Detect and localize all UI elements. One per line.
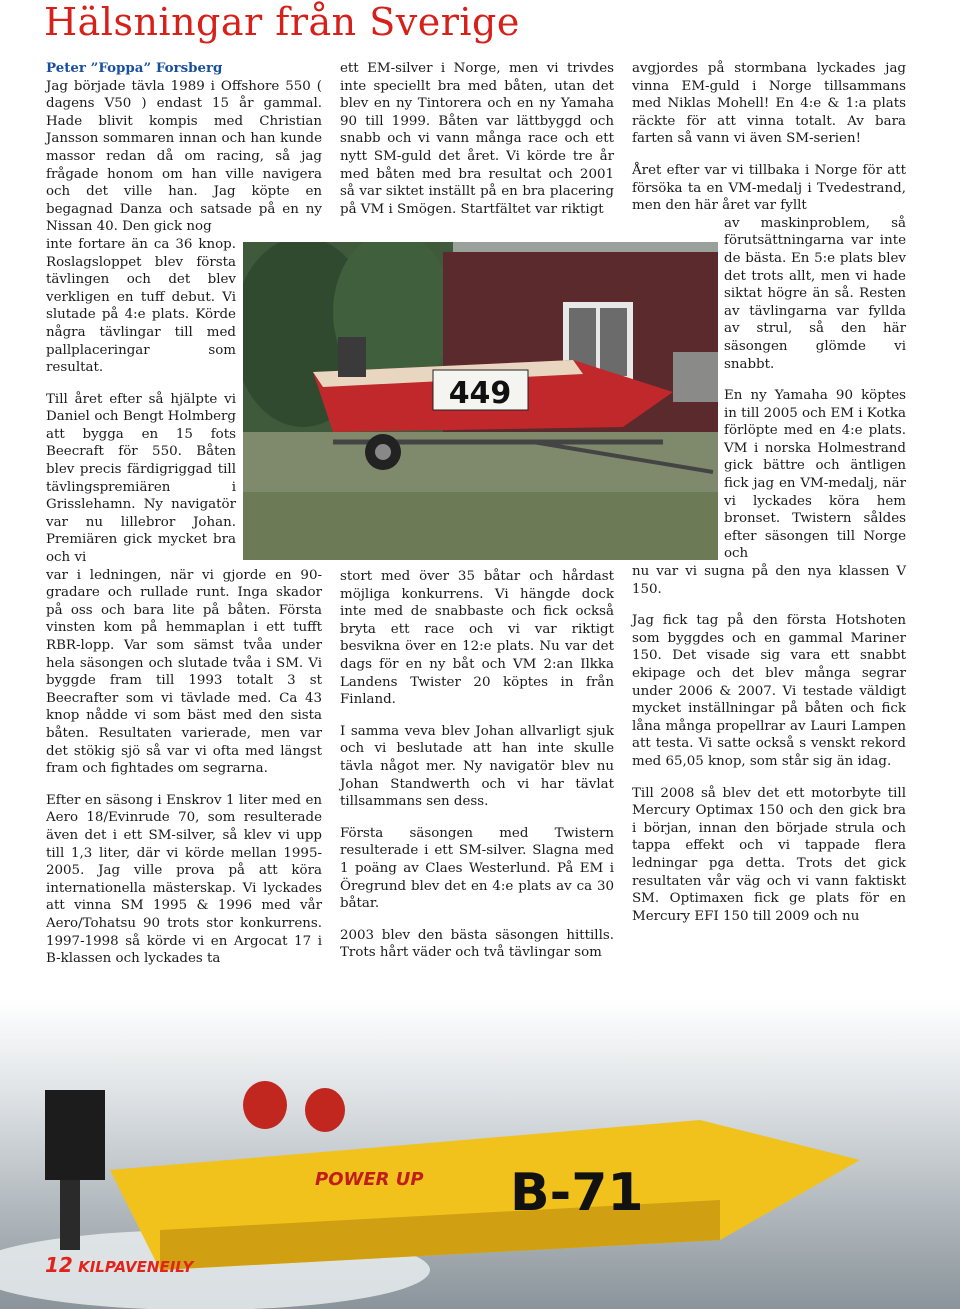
paragraph: I samma veva blev Johan allvarligt sjuk och vi beslutade att han inte skulle tävla något mer. Ny navigatör blev nu Johan Standwerth och vi har tävlat tillsammans sen dess. bbox=[340, 723, 614, 810]
page-number: 12 bbox=[45, 1253, 73, 1277]
paragraph: Året efter var vi tillbaka i Norge för att försöka ta en VM-medalj i Tvedestrand, men den här året var fyllt bbox=[632, 162, 906, 214]
paragraph: avgjordes på stormbana lyckades jag vinna EM-guld i Norge tillsammans med Niklas Mohell! En 4:e & 1:a plats räckte för att vinna totalt. Av bara farten så vann vi även SM-serien! bbox=[632, 61, 906, 147]
sponsor-label: POWER UP bbox=[315, 1169, 424, 1190]
article-column-middle-bottom bbox=[340, 568, 614, 976]
paragraph: 2003 blev den bästa säsongen hittills. Trots hårt väder och två tävlingar som bbox=[340, 927, 614, 961]
paragraph: nu var vi sugna på den nya klassen V 150. bbox=[632, 564, 906, 597]
paragraph: av maskinproblem, så förutsättningarna var inte de bästa. En 5:e plats blev det trots allt, men vi hade siktat högre än så. Resten av tävlingarna var fyllda av strul, så den här säsongen glömde vi snabbt. bbox=[724, 215, 906, 372]
page-title: Hälsningar från Sverige bbox=[44, 0, 520, 44]
paragraph: Första säsongen med Twistern resulterade i ett SM-silver. Slagna med 1 poäng av Claes Westerlund. På EM i Öregrund blev det en 4:e plats av ca 30 båtar. bbox=[340, 825, 614, 912]
paragraph: Efter en säsong i Enskrov 1 liter med en Aero 18/Evinrude 70, som resulterade även det i ett SM-silver, så klev vi upp till 1,3 liter, där vi körde mellan 1995-2005. Jag ville prova på att köra internationella mästerskap. Vi lyckades att vinna SM 1995 & 1996 med vår Aero/Tohatsu 90 trots stor konkurrens. 1997-1998 så körde vi en Argocat 17 i B-klassen och lyckades ta bbox=[46, 792, 322, 967]
paragraph: En ny Yamaha 90 köptes in till 2005 och EM i Kotka förlöpte med en 4:e plats. VM i norska Holmestrand gick bättre och äntligen fick jag en VM-medalj, när vi lyckades köra hem bronset. Twistern såldes efter säsongen till Norge och bbox=[724, 388, 906, 562]
paragraph: stort med över 35 båtar och hårdast möjliga konkurrens. Vi hängde dock inte med de snabbaste och fick också bryta ett race och vi var riktigt besvikna över en 12:e plats. Nu var det dags för en ny båt och VM 2:an Ilkka Landens Twister 20 köptes in från Finland. bbox=[340, 569, 614, 708]
article-column-middle-top bbox=[340, 60, 614, 232]
author-byline: Peter ”Foppa” Forsberg bbox=[46, 60, 223, 76]
race-number: 449 bbox=[448, 376, 512, 411]
boat-on-trailer-photo bbox=[243, 242, 718, 560]
race-number: B-71 bbox=[510, 1163, 644, 1223]
magazine-name: KILPAVENEILY bbox=[78, 1258, 194, 1276]
paragraph: Till 2008 så blev det ett motorbyte till Mercury Optimax 150 och den gick bra i början, innan den började strula och tappa effekt och vi tappade flera ledningar pga detta. Trots det gick resultaten vår väg och vi vann faktiskt SM. Optimaxen fick ge plats för en Mercury EFI 150 till 2009 och nu bbox=[632, 785, 906, 924]
paragraph: ett EM-silver i Norge, men vi trivdes inte speciellt bra med båten, utan det blev en ny Tintorera och en ny Yamaha 90 till 1999. Båten var lättbyggd och snabb och vi vann många race och ett nytt SM-guld det året. Vi körde tre år med båten med bra resultat och 2001 så var siktet inställt på en bra placering på VM i Smögen. Startfältet var riktigt bbox=[340, 61, 614, 217]
page-footer bbox=[45, 1253, 193, 1277]
paragraph: inte fortare än ca 36 knop. Roslagsloppet blev första tävlingen och det blev verkligen en tuff debut. Vi slutade på 4:e plats. Körde några tävlingar till med pallplaceringar som resultat. bbox=[46, 236, 236, 376]
paragraph: Till året efter så hjälpte vi Daniel och Bengt Holmberg att bygga en 15 fots Beecraft för 550. Båten blev precis färdigriggad till tävlingspremiären i Grisslehamn. Ny navigatör var nu lillebror Johan. Premiären gick mycket bra och vi bbox=[46, 391, 236, 566]
paragraph: Jag började tävla 1989 i Offshore 550 ( dagens V50 ) endast 15 år gammal. Hade blivit kompis med Christian Jansson sommaren innan och han kunde massor redan då om racing, så jag frågade honom om han ville navigera och det ville han. Jag köpte en begagnad Danza och satsade på en ny Nissan 40. Den gick nog bbox=[46, 78, 322, 235]
paragraph: var i ledningen, när vi gjorde en 90-gradare och rullade runt. Inga skador på oss och bara lite på båten. Första vinsten kom på hemmaplan i ett tufft RBR-lopp. Var som sämst tvåa under hela säsongen och slutade tvåa i SM. Vi byggde fram till 1993 totalt 3 st Beecrafter som vi tävlade med. Ca 43 knop nådde vi som bäst med den sista båten. Resultaten varierade, men var det stökig sjö så var vi ofta med längst fram och fightades om segrarna. bbox=[46, 567, 322, 777]
paragraph: Jag fick tag på den första Hotshoten som byggdes och en gammal Mariner 150. Det visade sig vara ett snabbt ekipage och det blev många segrar under 2006 & 2007. Vi testade väldigt mycket inställningar på båten och fick låna många propellrar av Lauri Lampen att testa. Vi satte också s venskt rekord med 65,05 knop, som står sig än idag. bbox=[632, 613, 906, 769]
